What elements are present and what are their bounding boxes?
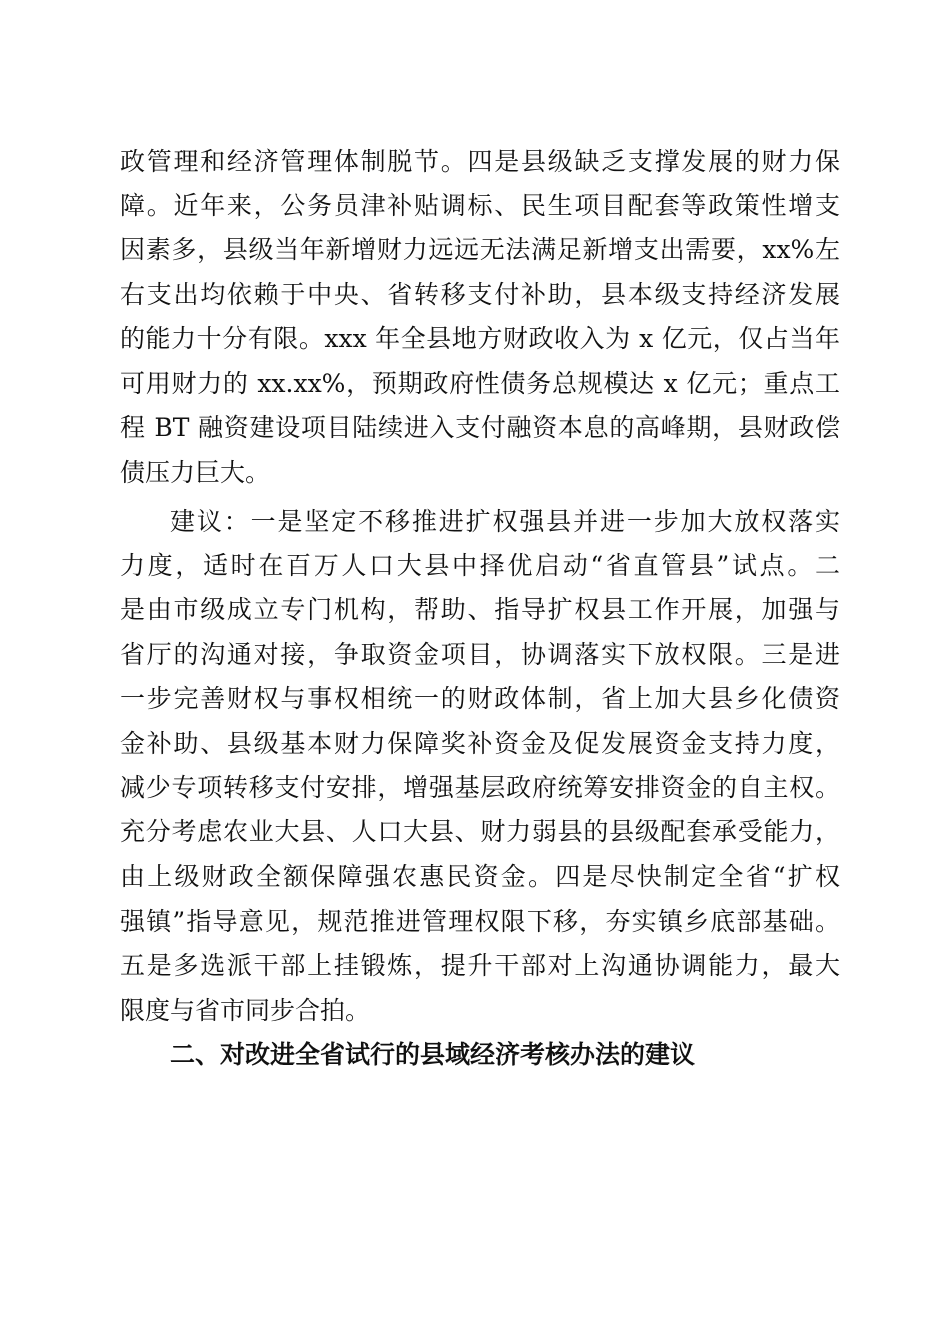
paragraph-line: 因素多，县级当年新增财力远远无法满足新增支出需要，xx%左 — [120, 235, 840, 264]
paragraph-line: 充分考虑农业大县、人口大县、财力弱县的县级配套承受能力， — [120, 817, 840, 846]
paragraph-line: 一步完善财权与事权相统一的财政体制，省上加大县乡化债资 — [120, 684, 840, 713]
paragraph-line: 由上级财政全额保障强农惠民资金。四是尽快制定全省“扩权 — [120, 862, 840, 891]
paragraph-line: 政管理和经济管理体制脱节。四是县级缺乏支撑发展的财力保 — [120, 147, 840, 176]
paragraph-line: 力度，适时在百万人口大县中择优启动“省直管县”试点。二 — [120, 551, 840, 580]
paragraph-line: 债压力巨大。 — [120, 458, 271, 487]
paragraph-line: 省厅的沟通对接，争取资金项目，协调落实下放权限。三是进 — [120, 640, 840, 669]
paragraph-line: 建议：一是坚定不移推进扩权强县并进一步加大放权落实 — [170, 507, 840, 536]
paragraph-line: 限度与省市同步合拍。 — [120, 996, 371, 1025]
paragraph-line: 程 BT 融资建设项目陆续进入支付融资本息的高峰期，县财政偿 — [120, 413, 840, 442]
paragraph-line: 金补助、县级基本财力保障奖补资金及促发展资金支持力度， — [120, 729, 840, 758]
section-heading: 二、对改进全省试行的县域经济考核办法的建议 — [170, 1040, 696, 1069]
paragraph-line: 障。近年来，公务员津补贴调标、民生项目配套等政策性增支 — [120, 191, 840, 220]
paragraph-line: 的能力十分有限。xxx 年全县地方财政收入为 x 亿元，仅占当年 — [120, 324, 840, 353]
paragraph-line: 是由市级成立专门机构，帮助、指导扩权县工作开展，加强与 — [120, 595, 840, 624]
paragraph-line: 五是多选派干部上挂锻炼，提升干部对上沟通协调能力，最大 — [120, 951, 840, 980]
paragraph-line: 强镇”指导意见，规范推进管理权限下移，夯实镇乡底部基础。 — [120, 907, 840, 936]
paragraph-line: 右支出均依赖于中央、省转移支付补助，县本级支持经济发展 — [120, 280, 840, 309]
paragraph-line: 减少专项转移支付安排，增强基层政府统筹安排资金的自主权。 — [120, 773, 840, 802]
paragraph-line: 可用财力的 xx.xx%，预期政府性债务总规模达 x 亿元；重点工 — [120, 369, 840, 398]
